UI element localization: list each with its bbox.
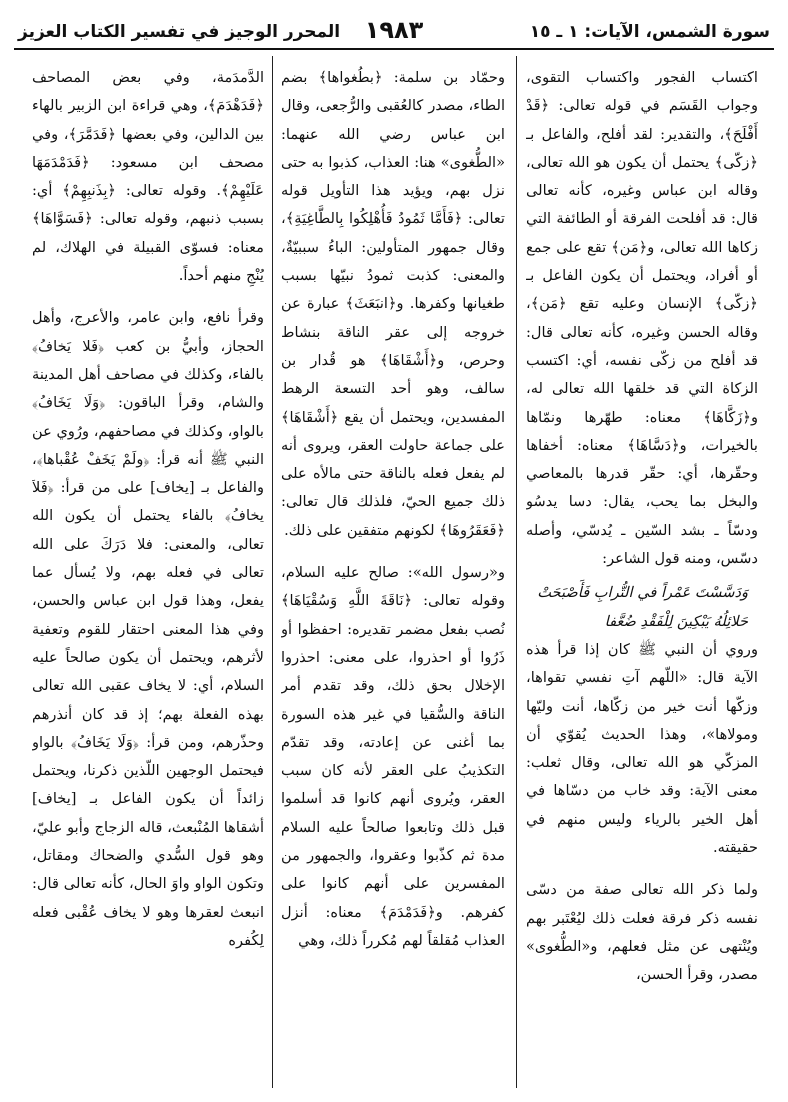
paragraph: ولما ذكر الله تعالى صفة من دسّى نفسه ذكر فرقة فعلت ذلك ليُعْتَبر بهم ويُنْتهى عن مثل فعلهم، و«الطُّغوى» مصدر، وقرأ الحسن، [526,881,758,984]
paragraph: اكتساب الفجور واكتساب التقوى، وجواب القَسَم في قوله تعالى: ﴿قَدْ أَفْلَحَ﴾، والتقدير: لقد أفلح، والفاعل بـ ﴿زكّى﴾ يحتمل أن يكون هو الله تعالى، وقاله ابن عباس وغيره، كأنه تعالى قال: قد أفلحت الفرقة أو الطائفة التي زكاها الله تعالى، و﴿مَن﴾ تقع على جمع أو أفراد، ويحتمل أن يكون الفاعل بـ ﴿زكّى﴾ الإنسان وعليه تقع ﴿مَن﴾، وقاله الحسن وغيره، كأنه تعالى قال: قد أفلح من زكّى نفسه، أي: اكتسب الزكاة التي قد خلقها الله تعالى له، و﴿زَكَّاهَا﴾ معناه: طهّرها ونمّاها بالخيرات، و﴿دَسَّاهَا﴾ معناه: أخفاها وحقّرها، أي: حقّر قدرها بالمعاصي والبخل بما يحب، يقال: دسا يدسُو ودسّاً ـ بشد السّين ـ يُدسّي، وأصله دسّس، ومنه قول الشاعر: [526,69,758,568]
book-title: المحرر الوجيز في تفسير الكتاب العزيز [18,22,341,42]
paragraph: وروي أن النبي ﷺ كان إذا قرأ هذه الآية قال: «اللّهم آتِ نفسي تقواها، وزكّها أنت خير من زكّاها، أنت وليّها ومولاها»، وهذا الحديث يُقوّي أن المزكّي هو الله تعالى، وقال ثعلب: معنى الآية: وقد خاب من دسّاها في أهل الخير بالرياء وليس منهم في حقيقته. [526,640,758,857]
surah-heading: سورة الشمس، الآيات: ١ ـ ١٥ [529,22,770,42]
column-left [32,64,264,1088]
header-rule [14,48,774,50]
column-divider [272,56,273,1088]
running-header [14,14,774,48]
column-divider [516,56,517,1088]
poem-verse [526,579,758,636]
poem-line: وَدَسَّسْتَ عَمْراً في التُّرابِ فَأَصْبَحَتْ [537,584,748,602]
paragraph: الدَّمدَمة، وفي بعض المصاحف ﴿فَدَهْدَمَ﴾، وهي قراءة ابن الزبير بالهاء بين الدالين، وفي بعضها ﴿فَدَمَّرَ﴾، وفي مصحف ابن مسعود: ﴿فَدَمْدَمَهَا عَلَيْهِمْ﴾. وقوله تعالى: ﴿بِذَنبِهِمْ﴾ أي: بسبب ذنبهم، وقوله تعالى: ﴿فَسَوَّاهَا﴾ معناه: فسوّى القبيلة في الهلاك، لم يُنْجِ منهم أحداً. [32,69,264,285]
paragraph: و«رسول الله»: صالح عليه السلام، وقوله تعالى: ﴿نَاقَةَ اللَّهِ وَسُقْيَاهَا﴾ نُصب بفعل مضمر تقديره: احفظوا أو ذَرُوا أو احذروا، على معنى: احذروا الإخلال بحق ذلك، وقد تقدم أمر الناقة والسُّقيا في غير هذه السورة بما أغنى عن إعادته، وقد تقدّم التكذيبُ على العقر لأنه كان سبب العقر، ويُروى أنهم كانوا قد أسلموا قبل ذلك وتابعوا صالحاً عليه السلام مدة ثم كذّبوا وعقروا، والجمهور من المفسرين على أنهم كانوا على كفرهم. و﴿فَدَمْدَمَ﴾ معناه: أنزل العذاب مُقلقاً لهم مُكرراً ذلك، وهي [281,564,505,949]
poem-line: حَلائِلُهُ يَبْكِينَ لِلْفَقْدِ ضُعَّفا [604,612,748,630]
column-right [526,64,758,1088]
column-middle [281,64,505,1088]
page-number: ١٩٨٣ [364,16,424,44]
paragraph: وحمّاد بن سلمة: ﴿بطُغواها﴾ بضم الطاء، مصدر كالعُقبى والرُّجعى، وقال ابن عباس رضي الله عنهما: «الطُّغوى» هنا: العذاب، كذبوا به حتى نزل بهم، ويؤيد هذا التأويل قوله تعالى: ﴿فَأَمَّا ثَمُودُ فَأُهْلِكُوا بِالطَّاغِيَةِ﴾، وقال جمهور المتأولين: الباءُ سببيّةٌ، والمعنى: كذبت ثمودُ نبيّها بسبب طغيانها وكفرها. و﴿انبَعَثَ﴾ عبارة عن خروجه إلى عقر الناقة بنشاط وحرص، و﴿أَشْقَاهَا﴾ هو قُدار بن سالف، وهو أحد التسعة الرهط المفسدين، ويحتمل أن يقع ﴿أَشْقَاهَا﴾ على جماعة حاولت العقر، ويروى أنه لم يفعل فعله بالناقة حتى مالأه على ذلك جميع الحيّ، فلذلك قال تعالى: ﴿فَعَقَرُوهَا﴾ لكونهم متفقين على ذلك. [281,69,505,539]
paragraph: وقرأ نافع، وابن عامر، والأعرج، وأهل الحجاز، وأبيُّ بن كعب ﴿فَلا يَخافُ﴾ بالفاء، وكذلك في مصاحف أهل المدينة والشام، وقرأ الباقون: ﴿وَلَا يَخَافُ﴾ بالواو، وكذلك في مصاحفهم، ورُوي عن النبي ﷺ أنه قرأ: ﴿ولَمْ يَخَفْ عُقْباها﴾، والفاعل بـ [يخاف] على من قرأ: ﴿فَلاَ يخافُ﴾ بالفاء يحتمل أن يكون الله تعالى، والمعنى: فلا دَرَكَ على الله تعالى في فعله بهم، ولا يُسأل عما يفعل، وهذا قول ابن عباس والحسن، وفي هذا المعنى احتقار للقوم وتعفية لأثرهم، ويحتمل أن يكون صالحاً عليه السلام، أي: لا يخاف عقبى الله تعالى بهذه الفعلة بهم؛ إذ قد كان أنذرهم وحذّرهم، ومن قرأ: ﴿وَلَا يَخَافُ﴾ بالواو فيحتمل الوجهين اللّذين ذكرنا، ويحتمل زائداً أن يكون الفاعل بـ [يخاف] أشقاها المُنْبعث، قاله الزجاج وأبو عليّ، وهو قول السُّدي والضحاك ومقاتل، وتكون الواو واوَ الحال، كأنه تعالى قال: انبعث لعقرها وهو لا يخاف عُقْبى فعله لِكُفره [32,309,264,949]
